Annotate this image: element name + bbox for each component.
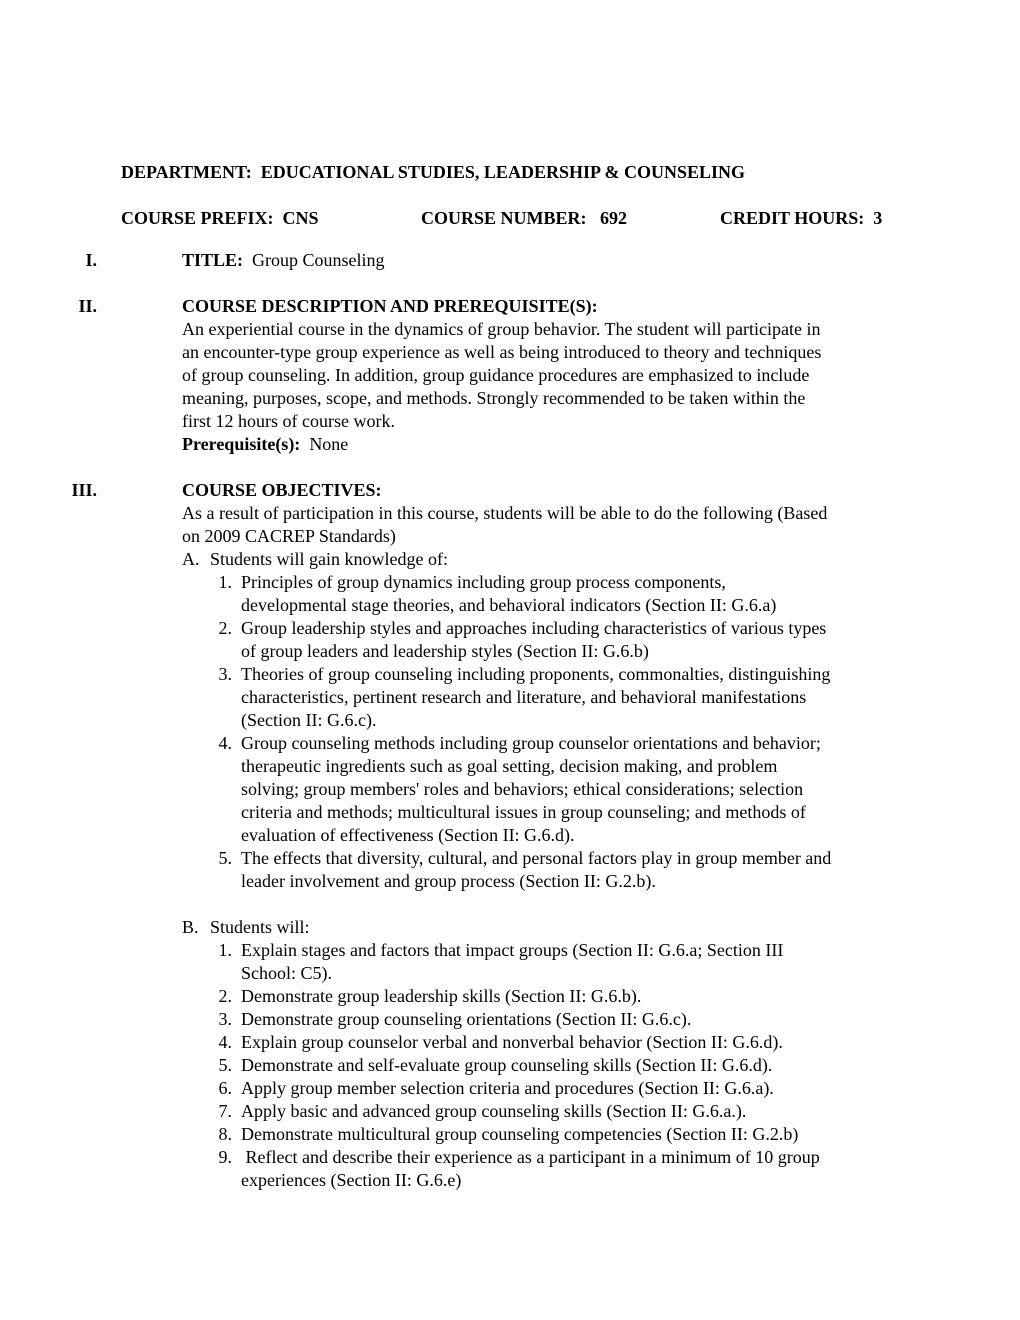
list-item: 5. Demonstrate and self-evaluate group counseling skills (Section II: G.6.d). [218,1055,773,1075]
description-line: an encounter-type group experience as well as being introduced to theory and techniques [182,342,822,362]
intro-line: As a result of participation in this course, students will be able to do the following (Based [182,503,828,523]
description-line: An experiential course in the dynamics of group behavior. The student will participate in [182,319,821,339]
course-number-value: 692 [600,208,628,228]
prerequisite-value: None [309,434,349,454]
course-number [421,207,627,230]
objectives-part-a [182,548,902,893]
course-prefix-value: CNS [282,208,319,228]
list-item: 7. Apply basic and advanced group counseling skills (Section II: G.6.a.). [218,1101,747,1121]
course-description-heading: COURSE DESCRIPTION AND PREREQUISITE(S): [182,296,598,316]
credit-hours-value: 3 [873,208,883,228]
section-title [182,249,385,272]
section-numeral-1: I. [85,250,97,270]
department-label: DEPARTMENT: [121,162,252,182]
course-prefix-label: COURSE PREFIX: [121,208,274,228]
prerequisite-label: Prerequisite(s): [182,434,301,454]
list-item: 9. Reflect and describe their experience as a participant in a minimum of 10 group experiences (Section II: G.6.e) [218,1147,820,1190]
part-a-marker: A. [182,549,200,569]
prerequisite-line [182,433,912,456]
title-label: TITLE: [182,250,244,270]
list-item: 1. Principles of group dynamics including group process components, developmental stage theories, and behavioral indicators (Section II: G.6.a) [218,572,777,615]
list-item: 3. Demonstrate group counseling orientations (Section II: G.6.c). [218,1009,692,1029]
section-numeral-2: II. [78,296,97,316]
list-item: 5. The effects that diversity, cultural, and personal factors play in group member and leader involvement and group process (Section II: G.2.b). [218,848,832,891]
description-line: first 12 hours of course work. [182,411,395,431]
list-item: 4. Group counseling methods including group counselor orientations and behavior; therapeutic ingredients such as goal setting, decision making, and problem solving; group members' roles and behaviors; ethical considerations; selection criteria and methods; multicultural issues in group counseling; and methods of evaluation of effectiveness (Section II: G.6.d). [218,733,821,845]
list-item: 2. Group leadership styles and approaches including characteristics of various types of group leaders and leadership styles (Section II: G.6.b) [218,618,827,661]
credit-hours-label: CREDIT HOURS: [720,208,865,228]
list-item: 6. Apply group member selection criteria and procedures (Section II: G.6.a). [218,1078,774,1098]
list-item: 8. Demonstrate multicultural group counseling competencies (Section II: G.2.b) [218,1124,799,1144]
list-item: 2. Demonstrate group leadership skills (Section II: G.6.b). [218,986,642,1006]
department-value: EDUCATIONAL STUDIES, LEADERSHIP & COUNSELING [260,162,745,182]
course-number-label: COURSE NUMBER: [421,208,587,228]
title-value: Group Counseling [252,250,385,270]
list-item: 4. Explain group counselor verbal and nonverbal behavior (Section II: G.6.d). [218,1032,783,1052]
list-item: 3. Theories of group counseling including proponents, commonalties, distinguishing characteristics, pertinent research and literature, and behavioral manifestations (Section II: G.6.c). [218,664,831,730]
course-description [182,318,912,456]
objectives-part-b [182,916,902,1192]
description-line: meaning, purposes, scope, and methods. Strongly recommended to be taken within the [182,388,806,408]
department-line [121,161,745,184]
course-prefix [121,207,319,230]
course-objectives-heading: COURSE OBJECTIVES: [182,480,382,500]
part-b-marker: B. [182,917,199,937]
list-item: 1. Explain stages and factors that impact groups (Section II: G.6.a; Section III School: C5). [218,940,784,983]
objectives-intro [182,502,912,548]
part-a-title: A. Students will gain knowledge of: [182,549,448,569]
credit-hours [720,207,882,230]
part-b-title: B. Students will: [182,917,310,937]
intro-line: on 2009 CACREP Standards) [182,526,396,546]
description-line: of group counseling. In addition, group guidance procedures are emphasized to include [182,365,810,385]
section-numeral-3: III. [71,480,97,500]
